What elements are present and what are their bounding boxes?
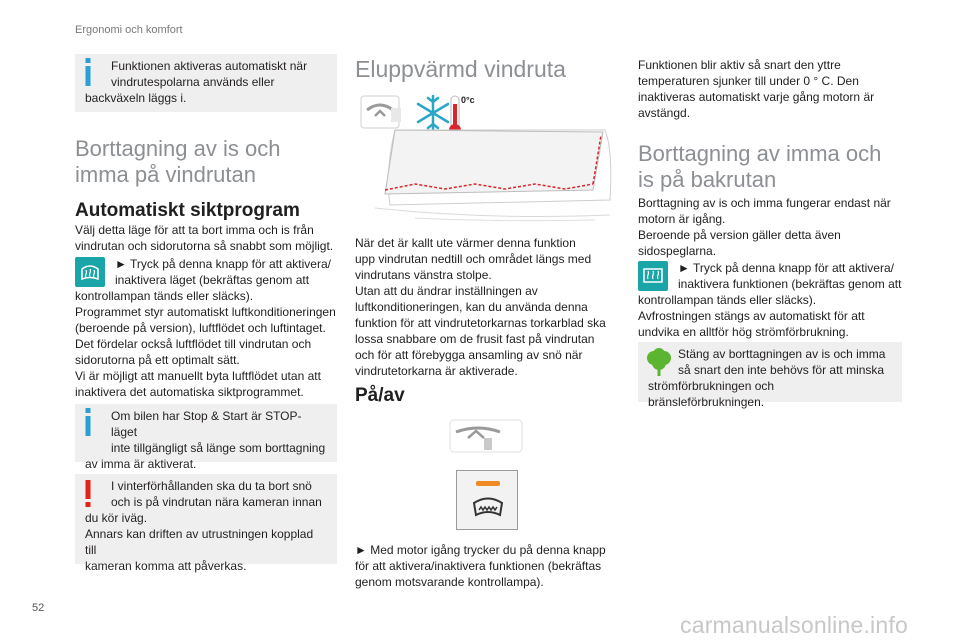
info-icon: [85, 58, 91, 86]
info-text: backväxeln läggs i.: [85, 91, 187, 105]
eco-box: [638, 342, 902, 409]
info-text: av imma är aktiverat.: [85, 457, 197, 471]
warning-text: I vinterförhållanden ska du ta bort snö: [111, 479, 312, 493]
section-heading: Eluppvärmd vindruta: [355, 56, 566, 82]
body-text: kontrollampan tänds eller släcks). Programmet styr automatiskt luftkonditioneringen (beroende på version), luftflödet och luftintaget. Det fördelar också luftflödet till vindrutan och sidorutorna på ett optimalt sätt. Vi är möjligt att manuellt byta luftflödet utan att inaktivera det automatiska siktprogrammet.: [75, 289, 336, 399]
press-instruction: ► Tryck på denna knapp för att aktivera/ inaktivera funktionen (bekräftas genom att: [638, 260, 913, 292]
info-icon: [85, 408, 91, 436]
body-text: ► Med motor igång trycker du på denna knapp för att aktivera/inaktivera funktionen (bekräftas genom motsvarande kontrollampa).: [355, 543, 606, 589]
warning-text: kameran komma att påverkas.: [85, 559, 247, 573]
warning-box: [75, 474, 337, 573]
section-heading: Borttagning av imma och is på bakrutan: [638, 141, 882, 192]
warning-icon: [85, 480, 91, 508]
info-box: [75, 54, 337, 112]
press-instruction: ► Tryck på denna knapp för att aktivera/ inaktivera läget (bekräftas genom att: [75, 256, 350, 288]
watermark: carmanualsonline.info: [680, 612, 908, 638]
eco-text: Stäng av borttagningen av is och imma: [678, 347, 886, 361]
section-heading: Borttagning av is och imma på vindrutan: [75, 136, 281, 187]
subsection-heading: På/av: [355, 385, 405, 406]
body-text: Borttagning av is och imma fungerar endast när motorn är igång. Beroende på version gäller detta även sidospeglarna.: [638, 196, 891, 258]
body-text: Funktionen blir aktiv så snart den yttre temperaturen sjunker till under 0 ° C. Den inaktiveras automatiskt varje gång motorn är avstängd.: [638, 58, 875, 120]
page-number: 52: [32, 602, 45, 614]
body-text: kontrollampan tänds eller släcks). Avfrostningen stängs av automatiskt för att undvika en alltför hög strömförbrukning.: [638, 293, 865, 339]
windscreen-heat-icon: [471, 495, 505, 519]
steering-wheel-icon: [361, 96, 401, 128]
info-text: vindrutespolarna används eller: [111, 75, 275, 89]
warning-text: du kör iväg.: [85, 511, 148, 525]
steering-wheel-icon: [448, 418, 524, 454]
defrost-button-icon: [75, 257, 105, 287]
snowflake-icon: [418, 96, 448, 130]
info-text: Funktionen aktiveras automatiskt när: [111, 59, 308, 73]
warning-text: och is på vindrutan nära kameran innan: [111, 495, 322, 509]
info-text: Om bilen har Stop & Start är STOP-läget: [111, 409, 302, 439]
eco-text: strömförbrukningen och bränsleförbrukningen.: [648, 379, 775, 409]
body-text: När det är kallt ute värmer denna funktion upp vindrutan nedtill och området längs med vindrutans vänstra stolpe. Utan att du ändrar inställningen av luftkonditioneringen, kan du använda denna funktion för att vindrutetorkarnas torkarblad ska lossa snabbare om de frusit fast på vindrutan och för att förebygga ansamling av snö när vindrutetorkarna är aktiverade.: [355, 236, 606, 378]
heated-windscreen-illustration: [355, 90, 617, 225]
eco-text: så snart den inte behövs för att minska: [678, 363, 885, 377]
subsection-heading: Automatiskt siktprogram: [75, 200, 300, 221]
indicator-lamp: [476, 481, 500, 486]
warning-text: Annars kan driften av utrustningen kopplad till: [85, 527, 314, 557]
body-text: Välj detta läge för att ta bort imma och is från vindrutan och sidorutorna så snabbt som möjligt.: [75, 223, 334, 253]
info-text: inte tillgängligt så länge som borttagning: [111, 441, 326, 455]
temperature-label: 0°c: [461, 95, 475, 105]
info-box: [75, 404, 337, 471]
heated-windscreen-button: [456, 470, 518, 530]
page-header-title: Ergonomi och komfort: [75, 24, 183, 36]
eco-tree-icon: [646, 348, 672, 378]
rear-defrost-button-icon: [638, 261, 668, 291]
